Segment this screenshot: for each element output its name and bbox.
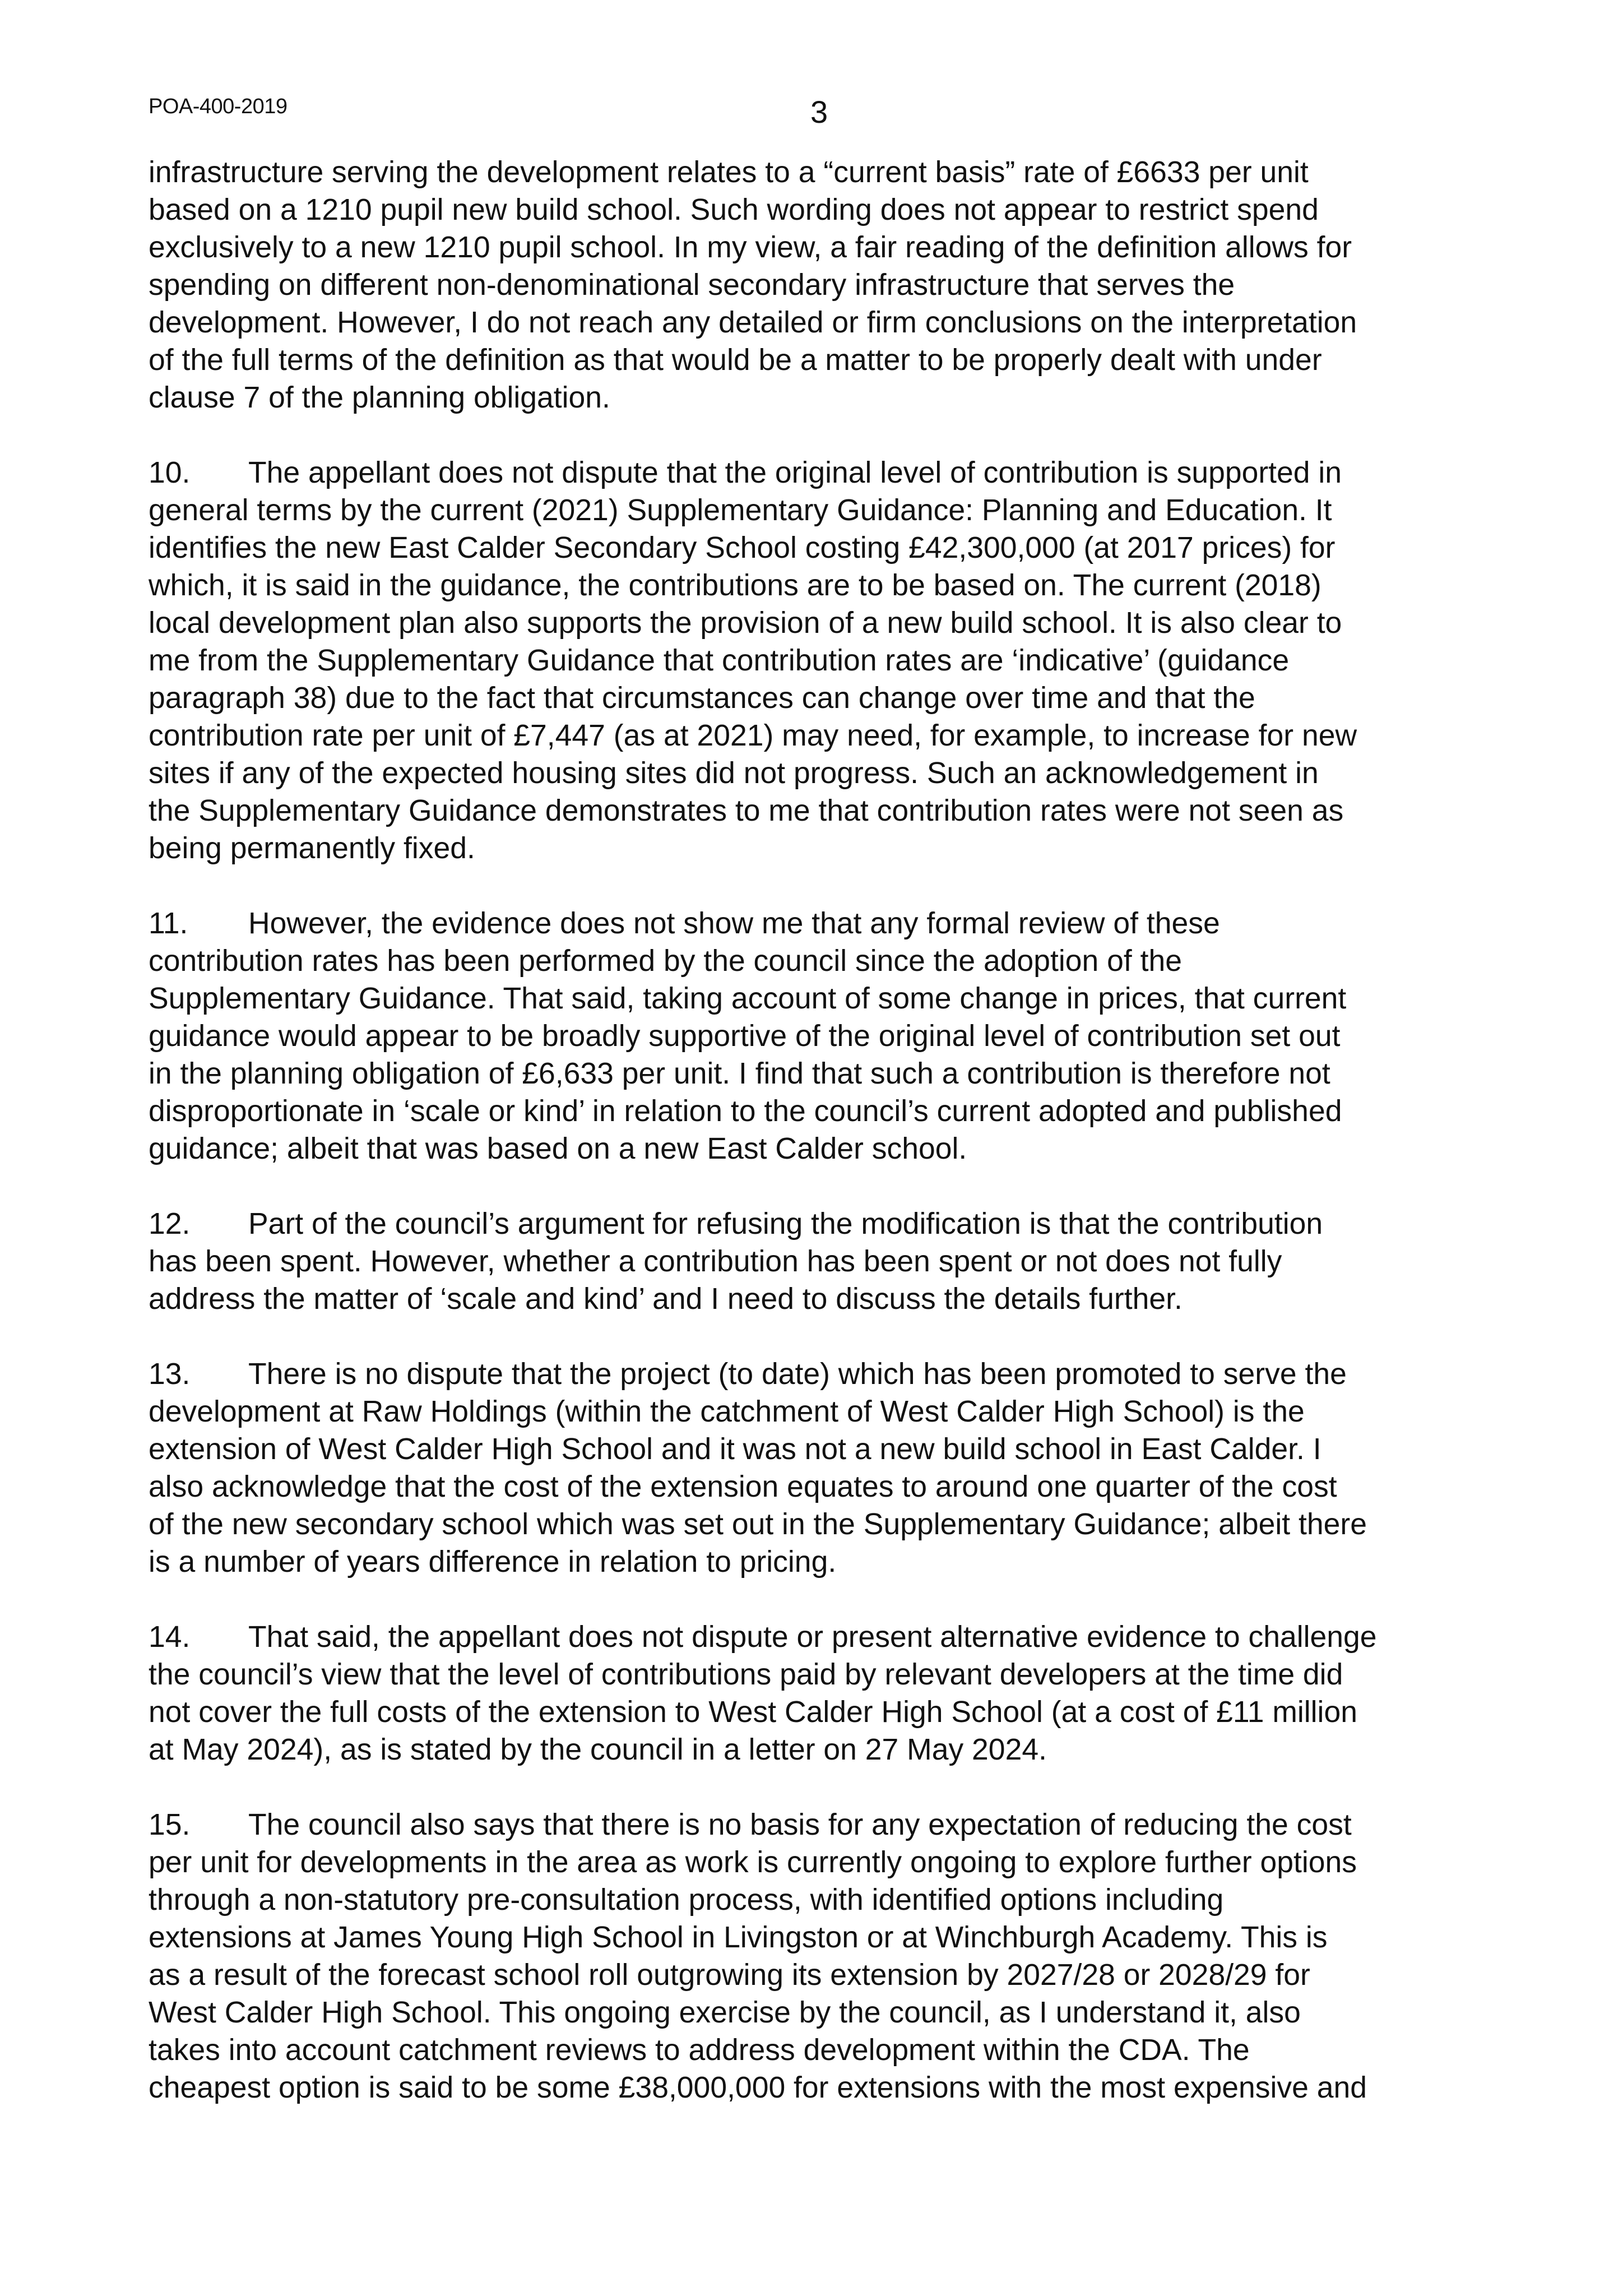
document-reference: POA-400-2019 [149, 95, 287, 118]
text-line: extensions at James Young High School in Livingston or at Winchburgh Academy. This is [149, 1921, 1328, 1954]
text-line: paragraph 38) due to the fact that circumstances can change over time and that the [149, 682, 1255, 715]
paragraph-number: 13. [149, 1358, 191, 1391]
text-line: development at Raw Holdings (within the catchment of West Calder High School) is the [149, 1395, 1305, 1428]
paragraph-14 [149, 1618, 1505, 1769]
text-line: disproportionate in ‘scale or kind’ in relation to the council’s current adopted and published [149, 1095, 1342, 1128]
text-line: is a number of years difference in relation to pricing. [149, 1545, 837, 1578]
text-line: guidance would appear to be broadly supportive of the original level of contribution set out [149, 1020, 1341, 1053]
text-line: contribution rate per unit of £7,447 (as at 2021) may need, for example, to increase for new [149, 719, 1357, 752]
paragraph-number: 14. [149, 1621, 191, 1654]
text-line: not cover the full costs of the extension to West Calder High School (at a cost of £11 million [149, 1696, 1357, 1729]
text-line [149, 454, 1505, 492]
paragraph-12 [149, 1205, 1505, 1318]
text-line [149, 1205, 1505, 1243]
document-body [149, 154, 1505, 2144]
text-line: as a result of the forecast school roll outgrowing its extension by 2027/28 or 2028/29 for [149, 1959, 1310, 1992]
text-line-content: The appellant does not dispute that the original level of contribution is supported in [248, 456, 1342, 489]
text-line [149, 1355, 1505, 1393]
text-line: sites if any of the expected housing sites did not progress. Such an acknowledgement in [149, 757, 1319, 790]
text-line: address the matter of ‘scale and kind’ and I need to discuss the details further. [149, 1283, 1183, 1316]
text-line: being permanently fixed. [149, 832, 475, 865]
text-line: West Calder High School. This ongoing exercise by the council, as I understand it, also [149, 1996, 1301, 2029]
text-line: takes into account catchment reviews to address development within the CDA. The [149, 2034, 1250, 2067]
text-line [149, 1806, 1505, 1844]
text-line: which, it is said in the guidance, the contributions are to be based on. The current (2018) [149, 569, 1321, 602]
text-line: based on a 1210 pupil new build school. Such wording does not appear to restrict spend [149, 193, 1319, 226]
text-line-content: However, the evidence does not show me that any formal review of these [248, 907, 1220, 940]
text-line: cheapest option is said to be some £38,000,000 for extensions with the most expensive and [149, 2071, 1367, 2104]
text-line-content: Part of the council’s argument for refusing the modification is that the contribution [248, 1207, 1323, 1240]
page-number: 3 [810, 94, 828, 129]
text-line: general terms by the current (2021) Supplementary Guidance: Planning and Education. It [149, 494, 1332, 527]
text-line [149, 1618, 1505, 1656]
text-line: identifies the new East Calder Secondary School costing £42,300,000 (at 2017 prices) for [149, 531, 1336, 564]
paragraph-number: 10. [149, 456, 191, 489]
text-line: guidance; albeit that was based on a new East Calder school. [149, 1132, 967, 1165]
text-line: also acknowledge that the cost of the extension equates to around one quarter of the cost [149, 1470, 1337, 1503]
text-line: contribution rates has been performed by the council since the adoption of the [149, 945, 1182, 978]
text-line: per unit for developments in the area as work is currently ongoing to explore further options [149, 1846, 1357, 1879]
text-line: of the full terms of the definition as that would be a matter to be properly dealt with under [149, 344, 1322, 377]
text-line: the council’s view that the level of contributions paid by relevant developers at the time did [149, 1658, 1343, 1691]
paragraph-number: 11. [149, 907, 188, 940]
text-line: local development plan also supports the provision of a new build school. It is also clear to [149, 607, 1342, 640]
text-line [149, 905, 1505, 942]
text-line: Supplementary Guidance. That said, taking account of some change in prices, that current [149, 982, 1347, 1015]
paragraph-13 [149, 1355, 1505, 1581]
text-line: clause 7 of the planning obligation. [149, 381, 610, 414]
paragraph-10 [149, 454, 1505, 867]
text-line: exclusively to a new 1210 pupil school. In my view, a fair reading of the definition allows for [149, 231, 1352, 264]
text-line: of the new secondary school which was set out in the Supplementary Guidance; albeit there [149, 1508, 1367, 1541]
paragraph-number: 15. [149, 1808, 191, 1841]
text-line: me from the Supplementary Guidance that contribution rates are ‘indicative’ (guidance [149, 644, 1290, 677]
text-line: spending on different non-denominational secondary infrastructure that serves the [149, 269, 1235, 302]
paragraph-number: 12. [149, 1207, 191, 1240]
text-line-content: The council also says that there is no basis for any expectation of reducing the cost [248, 1808, 1352, 1841]
text-line: development. However, I do not reach any detailed or firm conclusions on the interpretation [149, 306, 1357, 339]
text-line-content: That said, the appellant does not dispute or present alternative evidence to challenge [248, 1621, 1377, 1654]
text-line: through a non-statutory pre-consultation process, with identified options including [149, 1883, 1224, 1917]
text-line: has been spent. However, whether a contribution has been spent or not does not fully [149, 1245, 1282, 1278]
text-line: in the planning obligation of £6,633 per unit. I find that such a contribution is therefore not [149, 1057, 1330, 1090]
text-line-content: There is no dispute that the project (to date) which has been promoted to serve the [248, 1358, 1347, 1391]
paragraph-15 [149, 1806, 1505, 2107]
text-line: infrastructure serving the development relates to a “current basis” rate of £6633 per unit [149, 156, 1309, 189]
paragraph-continued [149, 154, 1505, 416]
text-line: the Supplementary Guidance demonstrates to me that contribution rates were not seen as [149, 794, 1344, 827]
paragraph-11 [149, 905, 1505, 1168]
text-line: extension of West Calder High School and it was not a new build school in East Calder. I [149, 1433, 1321, 1466]
text-line: at May 2024), as is stated by the council in a letter on 27 May 2024. [149, 1733, 1047, 1766]
